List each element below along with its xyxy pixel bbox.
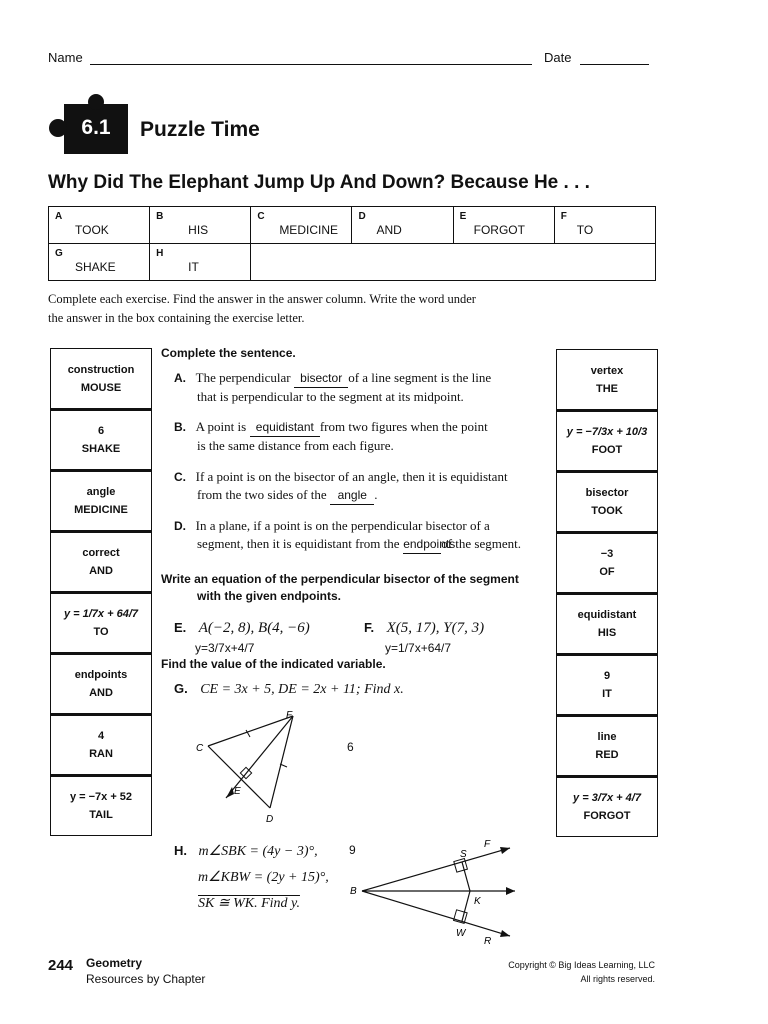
instructions: Complete each exercise. Find the answer in the answer column. Write the word under the answer in the box containing the exercise letter. (48, 292, 476, 325)
angle-bisector-figure-h (350, 836, 520, 948)
section-heading-variable: Find the value of the indicated variable. (161, 657, 386, 671)
question-f: F. X(5, 17), Y(7, 3) (364, 620, 485, 636)
name-line[interactable] (90, 64, 532, 65)
label-c: C (196, 743, 204, 754)
key-cell-e[interactable]: E FORGOT (453, 207, 554, 244)
key-cell-d[interactable]: D AND (352, 207, 453, 244)
label-f2: F (484, 839, 491, 850)
book-title: Geometry Resources by Chapter (86, 956, 206, 986)
label-b: B (350, 886, 357, 897)
key-cell-b[interactable]: B HIS (150, 207, 251, 244)
answer-blank-c[interactable]: angle (330, 486, 374, 505)
answer-cell: 4 RAN (50, 714, 152, 775)
section-heading-equation: Write an equation of the perpendicular bisector of the segment with the given endpoints. (161, 572, 519, 603)
answer-cell: 9 IT (556, 654, 658, 715)
question-d: D. In a plane, if a point is on the perpendicular bisector of a segment, then it is equidistant from the endpointsof the segment. (174, 517, 521, 554)
label-w: W (456, 928, 466, 939)
key-cell-c[interactable]: C MEDICINE (251, 207, 352, 244)
name-label: Name (48, 50, 83, 65)
answer-cell: equidistant HIS (556, 593, 658, 654)
answer-cell: y = 3/7x + 4/7 FORGOT (556, 776, 658, 837)
page-title: Puzzle Time (140, 118, 260, 141)
answer-blank-d[interactable]: endpoints (403, 535, 441, 554)
section-heading-complete: Complete the sentence. (161, 346, 296, 360)
answer-cell: y = −7/3x + 10/3 FOOT (556, 410, 658, 471)
answer-cell: endpoints AND (50, 653, 152, 714)
answer-cell: vertex THE (556, 349, 658, 410)
key-cell-h[interactable]: H IT (150, 244, 251, 281)
answer-g[interactable]: 6 (347, 740, 354, 754)
label-e: E (234, 786, 241, 797)
answer-h[interactable]: 9 (349, 843, 356, 857)
copyright: Copyright © Big Ideas Learning, LLC All rights reserved. (508, 960, 655, 984)
key-cell-a[interactable]: A TOOK (49, 207, 150, 244)
riddle-question: Why Did The Elephant Jump Up And Down? Because He . . . (48, 172, 590, 193)
answer-cell: line RED (556, 715, 658, 776)
date-label: Date (544, 50, 572, 65)
label-d: D (266, 814, 274, 825)
question-g: G. CE = 3x + 5, DE = 2x + 11; Find x. (174, 681, 404, 697)
section-number: 6.1 (81, 116, 111, 139)
answer-cell: construction MOUSE (50, 348, 152, 409)
answer-cell: bisector TOOK (556, 471, 658, 532)
triangle-figure-g (188, 706, 308, 828)
date-line[interactable] (580, 64, 649, 65)
label-s: S (460, 849, 467, 860)
answer-cell: 6 SHAKE (50, 409, 152, 470)
answer-f[interactable]: y=1/7x+64/7 (385, 641, 452, 655)
answer-cell: correct AND (50, 531, 152, 592)
question-c: C. If a point is on the bisector of an angle, then it is equidistant from the two sides of the angle . (174, 468, 508, 505)
key-cell-g[interactable]: G SHAKE (49, 244, 150, 281)
answer-blank-b[interactable]: equidistant (250, 418, 320, 437)
question-h: H. m∠SBK = (4y − 3)°, m∠KBW = (2y + 15)°, SK ≅ WK. Find y. (174, 843, 329, 911)
answer-cell: −3 OF (556, 532, 658, 593)
key-cell-f[interactable]: F TO (554, 207, 655, 244)
answer-e[interactable]: y=3/7x+4/7 (195, 641, 255, 655)
question-e: E. A(−2, 8), B(4, −6) (174, 620, 310, 636)
right-answer-column (556, 349, 658, 837)
label-k: K (474, 896, 481, 907)
key-cell-empty (251, 244, 656, 281)
answer-cell: y = 1/7x + 64/7 TO (50, 592, 152, 653)
answer-cell: angle MEDICINE (50, 470, 152, 531)
label-r: R (484, 936, 492, 947)
page-number: 244 (48, 957, 74, 974)
left-answer-column (50, 348, 152, 836)
answer-blank-a[interactable]: bisector (294, 369, 348, 388)
answer-cell: y = −7x + 52 TAIL (50, 775, 152, 836)
question-a: A. The perpendicular bisector of a line segment is the line that is perpendicular to the segment at its midpoint. (174, 370, 492, 404)
question-b: B. A point is equidistant from two figures when the point is the same distance from each figure. (174, 419, 488, 453)
answer-key-grid (48, 206, 656, 281)
label-f: F (286, 710, 293, 721)
